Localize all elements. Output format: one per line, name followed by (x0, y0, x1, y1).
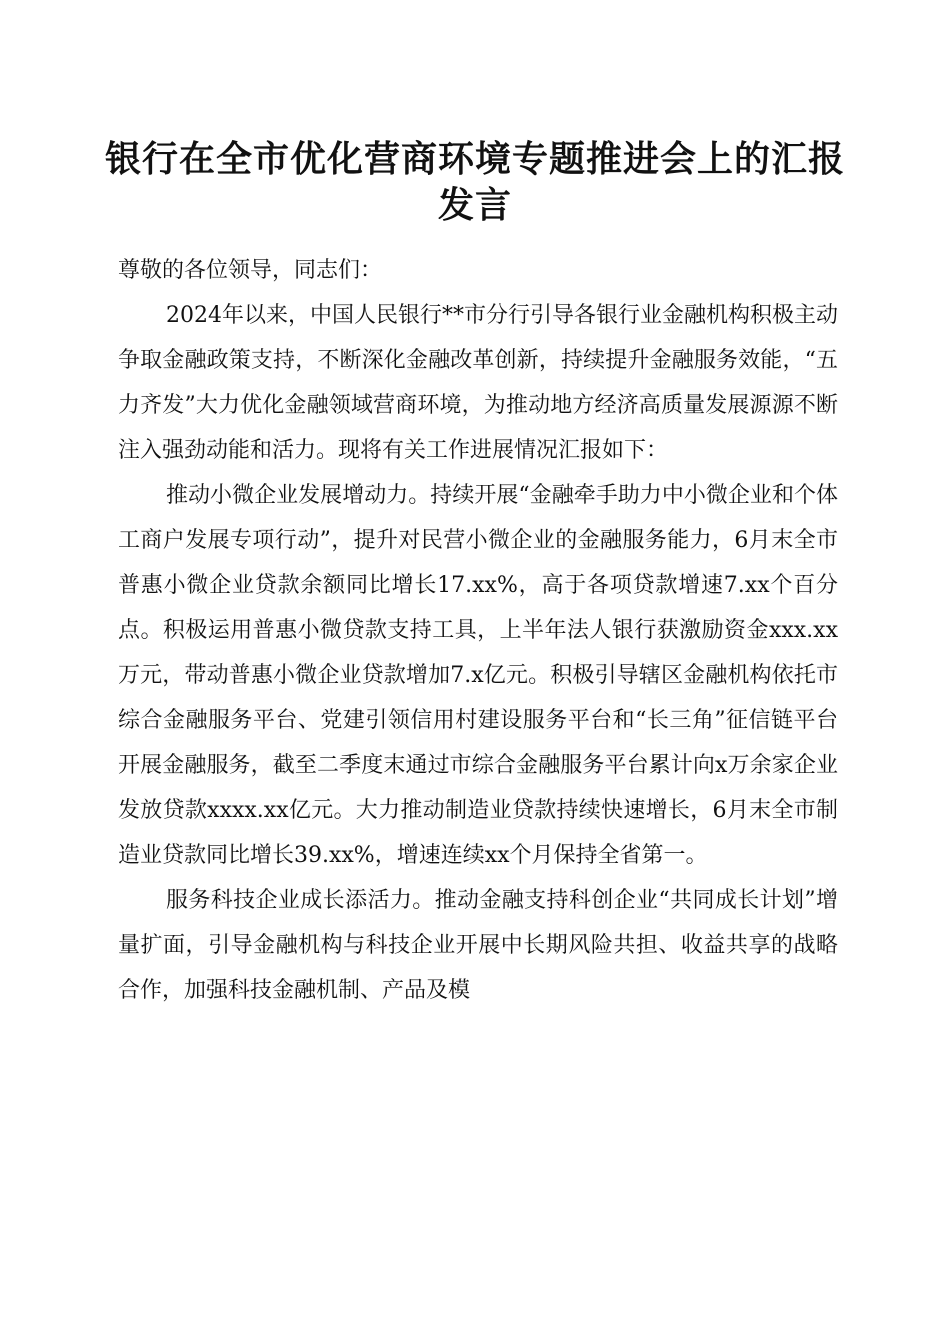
paragraph-small-micro-enterprises: 推动小微企业发展增动力。持续开展“金融牵手助力中小微企业和个体工商户发展专项行动”，提升对民营小微企业的金融服务能力，6月末全市普惠小微企业贷款余额同比增长17.xx%，高于各项贷款增速7.xx个百分点。积极运用普惠小微贷款支持工具，上半年法人银行获激励资金xxx.xx万元，带动普惠小微企业贷款增加7.x亿元。积极引导辖区金融机构依托市综合金融服务平台、党建引领信用村建设服务平台和“长三角”征信链平台开展金融服务，截至二季度末通过市综合金融服务平台累计向x万余家企业发放贷款xxxx.xx亿元。大力推动制造业贷款持续快速增长，6月末全市制造业贷款同比增长39.xx%，增速连续xx个月保持全省第一。 (118, 483, 838, 868)
document-body (118, 248, 838, 1013)
paragraph-tech-enterprises: 服务科技企业成长添活力。推动金融支持科创企业“共同成长计划”增量扩面，引导金融机构与科技企业开展中长期风险共担、收益共享的战略合作，加强科技金融机制、产品及模 (118, 888, 838, 1003)
salutation: 尊敬的各位领导，同志们： (118, 258, 383, 283)
paragraph-intro: 2024年以来，中国人民银行**市分行引导各银行业金融机构积极主动争取金融政策支持，不断深化金融改革创新，持续提升金融服务效能，“五力齐发”大力优化金融领域营商环境，为推动地方经济高质量发展源源不断注入强劲动能和活力。现将有关工作进展情况汇报如下： (118, 303, 838, 463)
document-title-line-2: 发言 (437, 184, 512, 226)
document-title-line-1: 银行在全市优化营商环境专题推进会上的汇报 (104, 138, 845, 180)
